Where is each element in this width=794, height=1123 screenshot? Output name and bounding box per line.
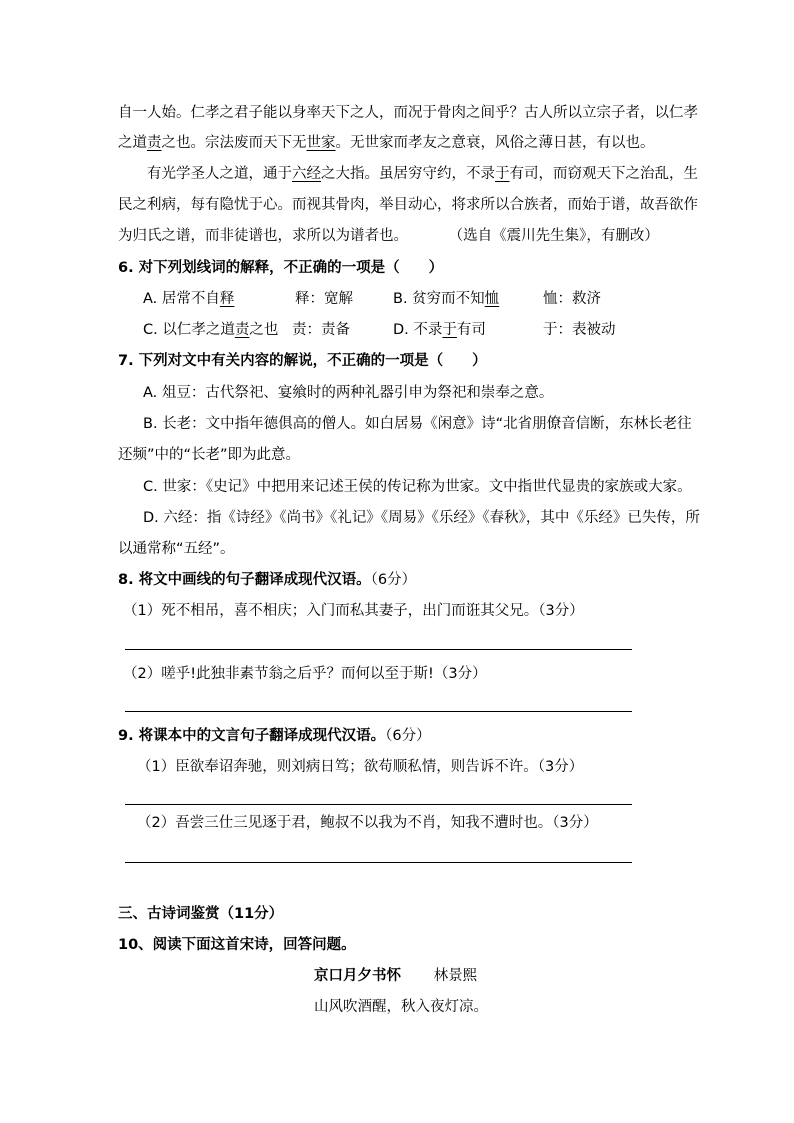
poem-author: 林景熙 (433, 968, 478, 984)
q6-a-def: 释：宽解 (295, 291, 353, 307)
passage-text: 有司，而窃观天下之治乱，生 (509, 166, 698, 182)
answer-line[interactable] (125, 711, 632, 712)
passage-line-3 (147, 164, 698, 184)
q9-stem-score: （6分） (385, 728, 431, 744)
q8-stem-score: （6分） (370, 572, 417, 588)
poem-header (314, 966, 477, 986)
underlined-word: 责 (234, 322, 250, 338)
q6-option-d (393, 320, 486, 340)
q8-stem-text: 8. 将文中画线的句子翻译成现代汉语。 (118, 572, 371, 588)
passage-text: 之也。宗法废而天下无 (161, 135, 307, 151)
underlined-word: 于 (495, 166, 510, 182)
q6-d-label: D. 不录 (393, 322, 443, 338)
q7-option-b-line1: B. 长老：文中指年德俱高的僧人。如白居易《闲意》诗“北省朋僚音信断，东林长老往 (143, 416, 692, 432)
q8-sentence-1: （1）死不相吊，喜不相庆；入门而私其妻子，出门而诳其父兄。（3分） (123, 603, 584, 619)
underlined-word: 于 (442, 322, 457, 338)
q7-option-a: A. 俎豆：古代祭祀、宴飨时的两种礼器引申为祭祀和崇奉之意。 (143, 385, 554, 401)
answer-line[interactable] (125, 862, 632, 863)
poem-line-1: 山风吹酒醒，秋入夜灯凉。 (314, 999, 488, 1015)
q6-b-label: B. 贫穷而不知 (393, 291, 485, 307)
q6-b-def: 恤：救济 (543, 291, 601, 307)
underlined-word: 释 (219, 291, 235, 307)
poem-title: 京口月夕书怀 (314, 968, 401, 984)
underlined-word: 恤 (484, 291, 500, 307)
passage-line-5 (118, 226, 659, 246)
passage-text: 之大指。虽居穷守约，不录 (321, 166, 495, 182)
q6-stem: 6. 对下列划线词的解释，不正确的一项是（ ） (118, 260, 444, 276)
q9-sentence-1: （1）臣欲奉诏奔驰，则刘病日笃；欲苟顺私情，则告诉不许。（3分） (137, 759, 584, 775)
q6-option-c (143, 320, 278, 340)
underlined-word: 六经 (292, 166, 321, 182)
answer-line[interactable] (125, 649, 632, 650)
q7-stem: 7. 下列对文中有关内容的解说，不正确的一项是（ ） (118, 353, 487, 369)
q6-d-tail: 有司 (456, 322, 486, 338)
passage-line-4: 民之利病，每有隐忧于心。而视其骨肉，举目动心，将求所以合族者，而始于谱，故吾欲作 (118, 197, 698, 213)
q6-option-b (393, 289, 513, 309)
q7-option-c: C. 世家：《史记》中把用来记述王侯的传记称为世家。文中指世代显贵的家族或大家。 (143, 479, 692, 495)
underlined-word: 世家 (306, 135, 336, 151)
q6-c-label: C. 以仁孝之道 (143, 322, 235, 338)
passage-line-2 (118, 133, 655, 153)
q6-option-a (143, 289, 234, 309)
q6-c-tail: 之也 (249, 322, 279, 338)
q7-option-d-line2: 以通常称“五经”。 (118, 541, 235, 557)
passage-text: 。无世家而孝友之意衰，风俗之薄日甚，有以也。 (335, 135, 655, 151)
passage-text: 之道 (118, 135, 147, 151)
underlined-word: 责 (147, 135, 162, 151)
q9-stem-text: 9. 将课本中的文言句子翻译成现代汉语。 (118, 728, 386, 744)
section-3-title: 三、古诗词鉴赏（11分） (118, 906, 284, 922)
q6-c-def: 责：责备 (292, 322, 350, 338)
q8-sentence-2: （2）嗟乎!此独非素节翁之后乎？而何以至于斯!（3分） (123, 666, 487, 682)
passage-line-1: 自一人始。仁孝之君子能以身率天下之人，而况于骨肉之间乎？古人所以立宗子者，以仁孝 (118, 105, 698, 121)
q10-stem: 10、阅读下面这首宋诗，回答问题。 (118, 937, 356, 953)
q6-a-label: A. 居常不自 (143, 291, 220, 307)
passage-text: 有光学圣人之道，通于 (147, 166, 292, 182)
q7-option-d-line1: D. 六经：指《诗经》《尚书》《礼记》《周易》《乐经》《春秋》，其中《乐经》已失传，所 (143, 510, 700, 526)
q6-d-def: 于：表被动 (543, 322, 616, 338)
q9-stem (118, 726, 431, 746)
passage-source: （选自《震川先生集》，有删改） (448, 228, 659, 244)
q8-stem (118, 570, 416, 590)
answer-line[interactable] (125, 804, 632, 805)
passage-text: 为归氏之谱，而非徒谱也，求所以为谱者也。 (118, 228, 408, 244)
q9-sentence-2: （2）吾尝三仕三见逐于君，鲍叔不以我为不肖，知我不遭时也。（3分） (137, 815, 598, 831)
q7-option-b-line2: 还频”中的“长老”即为此意。 (118, 447, 301, 463)
